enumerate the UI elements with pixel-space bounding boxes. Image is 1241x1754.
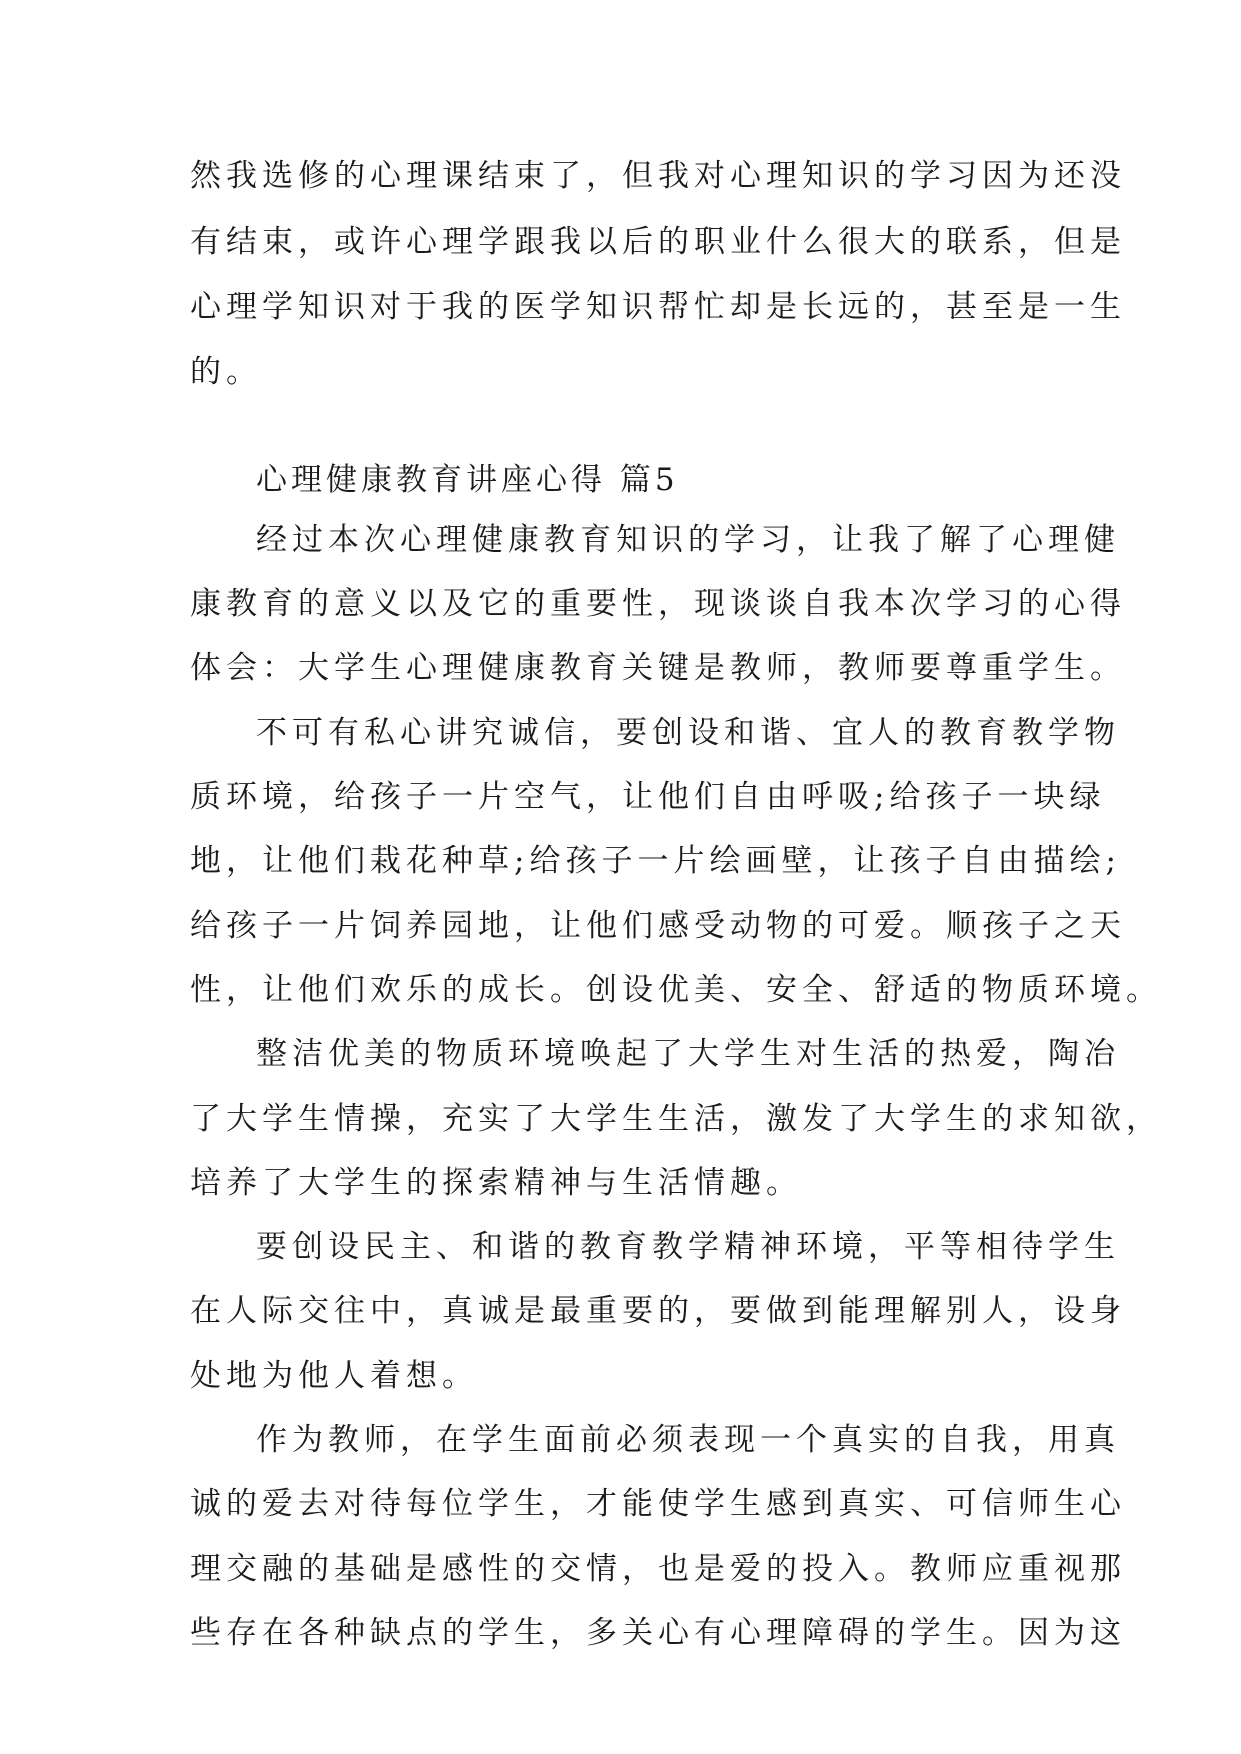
text-line: 地，让他们栽花种草;给孩子一片绘画壁，让孩子自由描绘; bbox=[190, 843, 1121, 879]
text-line: 些存在各种缺点的学生，多关心有心理障碍的学生。因为这 bbox=[190, 1615, 1126, 1651]
paragraph-first-line: 经过本次心理健康教育知识的学习，让我了解了心理健 bbox=[256, 522, 1120, 558]
text-line: 诚的爱去对待每位学生，才能使学生感到真实、可信师生心 bbox=[190, 1486, 1126, 1522]
text-line: 心理学知识对于我的医学知识帮忙却是长远的，甚至是一生 bbox=[190, 289, 1126, 325]
text-line: 性，让他们欢乐的成长。创设优美、安全、舒适的物质环境。 bbox=[190, 972, 1162, 1008]
paragraph-first-line: 作为教师，在学生面前必须表现一个真实的自我，用真 bbox=[256, 1422, 1120, 1458]
text-line: 处地为他人着想。 bbox=[190, 1358, 478, 1394]
text-line: 质环境，给孩子一片空气，让他们自由呼吸;给孩子一块绿 bbox=[190, 779, 1106, 815]
text-line: 理交融的基础是感性的交情，也是爱的投入。教师应重视那 bbox=[190, 1551, 1126, 1587]
text-line: 体会：大学生心理健康教育关键是教师，教师要尊重学生。 bbox=[190, 650, 1126, 686]
paragraph-first-line: 整洁优美的物质环境唤起了大学生对生活的热爱，陶冶 bbox=[256, 1036, 1120, 1072]
text-line: 了大学生情操，充实了大学生生活，激发了大学生的求知欲， bbox=[190, 1101, 1162, 1137]
paragraph-first-line: 要创设民主、和谐的教育教学精神环境，平等相待学生 bbox=[256, 1229, 1120, 1265]
text-line: 在人际交往中，真诚是最重要的，要做到能理解别人，设身 bbox=[190, 1293, 1126, 1329]
text-line: 然我选修的心理课结束了，但我对心理知识的学习因为还没 bbox=[190, 158, 1126, 194]
text-line: 康教育的意义以及它的重要性，现谈谈自我本次学习的心得 bbox=[190, 586, 1126, 622]
section-heading: 心理健康教育讲座心得 篇5 bbox=[256, 462, 679, 498]
text-line: 培养了大学生的探索精神与生活情趣。 bbox=[190, 1165, 802, 1201]
text-line: 给孩子一片饲养园地，让他们感受动物的可爱。顺孩子之天 bbox=[190, 908, 1126, 944]
text-line: 的。 bbox=[190, 354, 262, 390]
text-line: 有结束，或许心理学跟我以后的职业什么很大的联系，但是 bbox=[190, 224, 1126, 260]
paragraph-first-line: 不可有私心讲究诚信，要创设和谐、宜人的教育教学物 bbox=[256, 715, 1120, 751]
